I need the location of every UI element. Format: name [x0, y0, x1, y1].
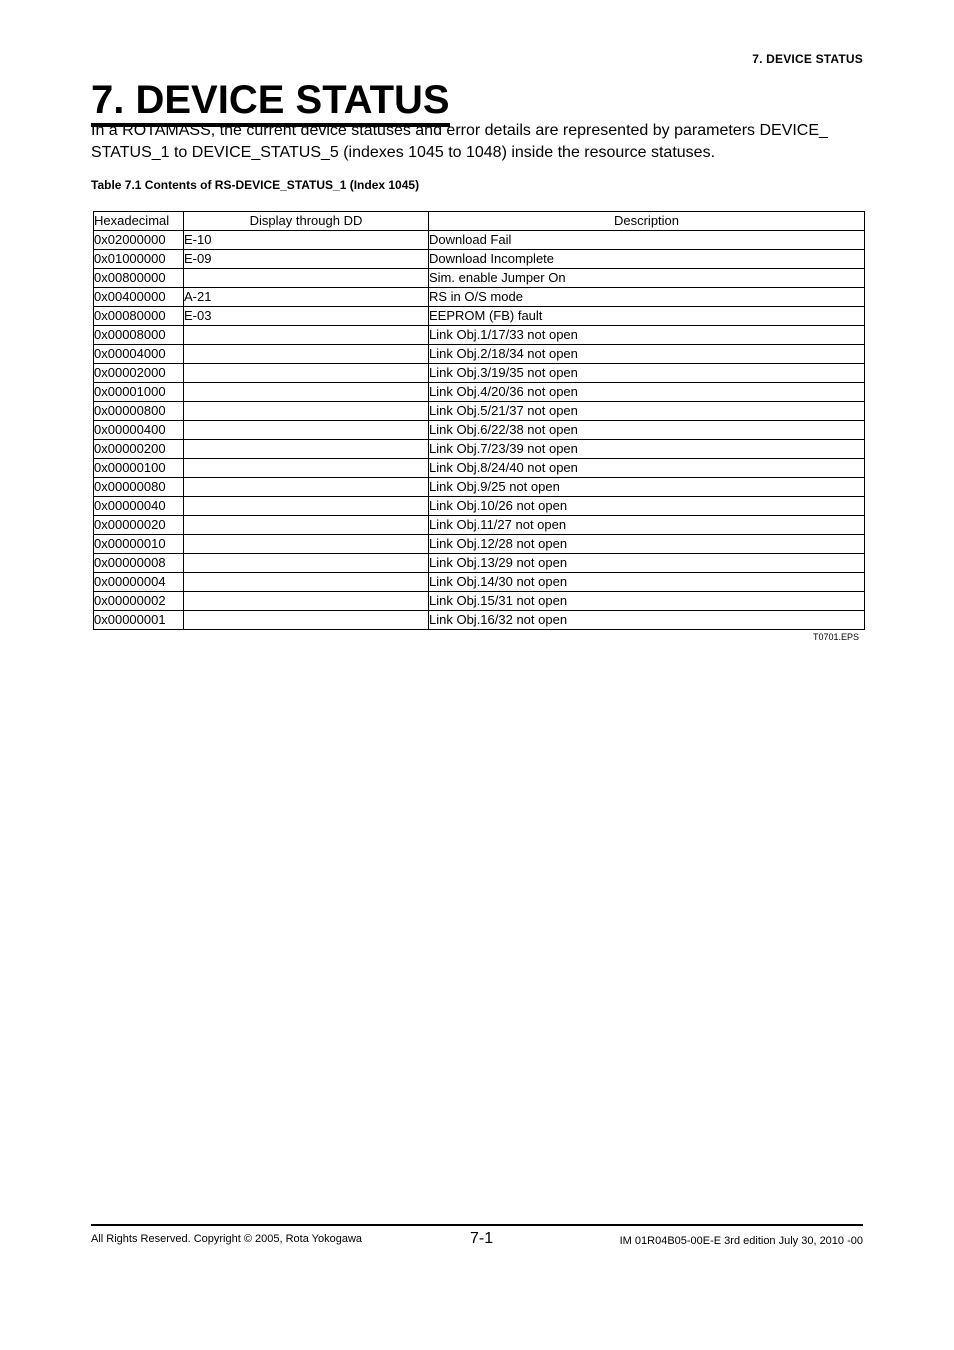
table-row [94, 573, 865, 592]
chapter-title: 7. DEVICE STATUS [91, 77, 450, 127]
cell-display [184, 383, 429, 402]
table-reference: T0701.EPS [812, 632, 859, 642]
cell-display: A-21 [184, 288, 429, 307]
cell-hexadecimal: 0x00000001 [94, 611, 184, 630]
table-header-row [94, 212, 865, 231]
cell-display [184, 345, 429, 364]
cell-description: Download Incomplete [429, 250, 865, 269]
cell-hexadecimal: 0x00000100 [94, 459, 184, 478]
cell-hexadecimal: 0x00000400 [94, 421, 184, 440]
cell-hexadecimal: 0x00800000 [94, 269, 184, 288]
cell-display [184, 326, 429, 345]
cell-display [184, 592, 429, 611]
cell-hexadecimal: 0x00000080 [94, 478, 184, 497]
column-header-display: Display through DD [184, 212, 429, 231]
column-header-description: Description [429, 212, 865, 231]
cell-hexadecimal: 0x00400000 [94, 288, 184, 307]
cell-hexadecimal: 0x00000020 [94, 516, 184, 535]
table-row [94, 231, 865, 250]
table-row [94, 307, 865, 326]
cell-display [184, 573, 429, 592]
table-row [94, 269, 865, 288]
cell-display: E-09 [184, 250, 429, 269]
cell-description: EEPROM (FB) fault [429, 307, 865, 326]
table-row [94, 592, 865, 611]
cell-hexadecimal: 0x01000000 [94, 250, 184, 269]
document-id: IM 01R04B05-00E-E 3rd edition July 30, 2010 -00 [619, 1235, 863, 1247]
cell-hexadecimal: 0x00008000 [94, 326, 184, 345]
intro-paragraph: In a ROTAMASS, the current device statuses and error details are represented by parameters DEVICE_ STATUS_1 to DEVICE_STATUS_5 (indexes 1045 to 1048) inside the resource statuses. [91, 122, 828, 161]
cell-hexadecimal: 0x00000002 [94, 592, 184, 611]
cell-display: E-10 [184, 231, 429, 250]
footer-copyright: All Rights Reserved. Copyright © 2005, Rota Yokogawa [91, 1233, 363, 1245]
cell-display [184, 497, 429, 516]
cell-description: RS in O/S mode [429, 288, 865, 307]
cell-description: Link Obj.15/31 not open [429, 592, 865, 611]
cell-description: Link Obj.1/17/33 not open [429, 326, 865, 345]
running-head: 7. DEVICE STATUS [752, 52, 863, 66]
cell-display [184, 364, 429, 383]
cell-description: Link Obj.4/20/36 not open [429, 383, 865, 402]
table-row [94, 364, 865, 383]
table-row [94, 250, 865, 269]
cell-description: Link Obj.3/19/35 not open [429, 364, 865, 383]
cell-description: Link Obj.5/21/37 not open [429, 402, 865, 421]
cell-description: Sim. enable Jumper On [429, 269, 865, 288]
table-row [94, 478, 865, 497]
cell-display: E-03 [184, 307, 429, 326]
cell-description: Link Obj.8/24/40 not open [429, 459, 865, 478]
column-header-hexadecimal: Hexadecimal [94, 212, 184, 231]
cell-description: Link Obj.11/27 not open [429, 516, 865, 535]
cell-hexadecimal: 0x00000004 [94, 573, 184, 592]
cell-display [184, 269, 429, 288]
footer-rule [91, 1224, 863, 1226]
cell-hexadecimal: 0x00004000 [94, 345, 184, 364]
cell-display [184, 440, 429, 459]
table-row [94, 516, 865, 535]
cell-description: Link Obj.6/22/38 not open [429, 421, 865, 440]
cell-display [184, 478, 429, 497]
cell-display [184, 459, 429, 478]
cell-hexadecimal: 0x00000200 [94, 440, 184, 459]
device-status-table [93, 211, 865, 630]
table-row [94, 440, 865, 459]
cell-hexadecimal: 0x00000008 [94, 554, 184, 573]
cell-display [184, 611, 429, 630]
table-row [94, 497, 865, 516]
cell-hexadecimal: 0x02000000 [94, 231, 184, 250]
page-number: 7-1 [470, 1230, 494, 1247]
cell-hexadecimal: 0x00002000 [94, 364, 184, 383]
cell-hexadecimal: 0x00080000 [94, 307, 184, 326]
cell-description: Link Obj.14/30 not open [429, 573, 865, 592]
cell-description: Link Obj.12/28 not open [429, 535, 865, 554]
table-row [94, 421, 865, 440]
table-caption: Table 7.1 Contents of RS-DEVICE_STATUS_1 (Index 1045) [91, 178, 420, 192]
table-row [94, 459, 865, 478]
table-row [94, 611, 865, 630]
cell-display [184, 535, 429, 554]
cell-display [184, 402, 429, 421]
cell-hexadecimal: 0x00000800 [94, 402, 184, 421]
table-row [94, 288, 865, 307]
cell-description: Link Obj.16/32 not open [429, 611, 865, 630]
cell-description: Link Obj.7/23/39 not open [429, 440, 865, 459]
table-row [94, 554, 865, 573]
cell-display [184, 554, 429, 573]
table-row [94, 345, 865, 364]
cell-display [184, 421, 429, 440]
cell-description: Link Obj.13/29 not open [429, 554, 865, 573]
cell-hexadecimal: 0x00000040 [94, 497, 184, 516]
cell-description: Link Obj.10/26 not open [429, 497, 865, 516]
table-row [94, 383, 865, 402]
cell-description: Download Fail [429, 231, 865, 250]
table-row [94, 535, 865, 554]
cell-display [184, 516, 429, 535]
cell-hexadecimal: 0x00001000 [94, 383, 184, 402]
table-row [94, 402, 865, 421]
cell-hexadecimal: 0x00000010 [94, 535, 184, 554]
cell-description: Link Obj.9/25 not open [429, 478, 865, 497]
cell-description: Link Obj.2/18/34 not open [429, 345, 865, 364]
table-row [94, 326, 865, 345]
